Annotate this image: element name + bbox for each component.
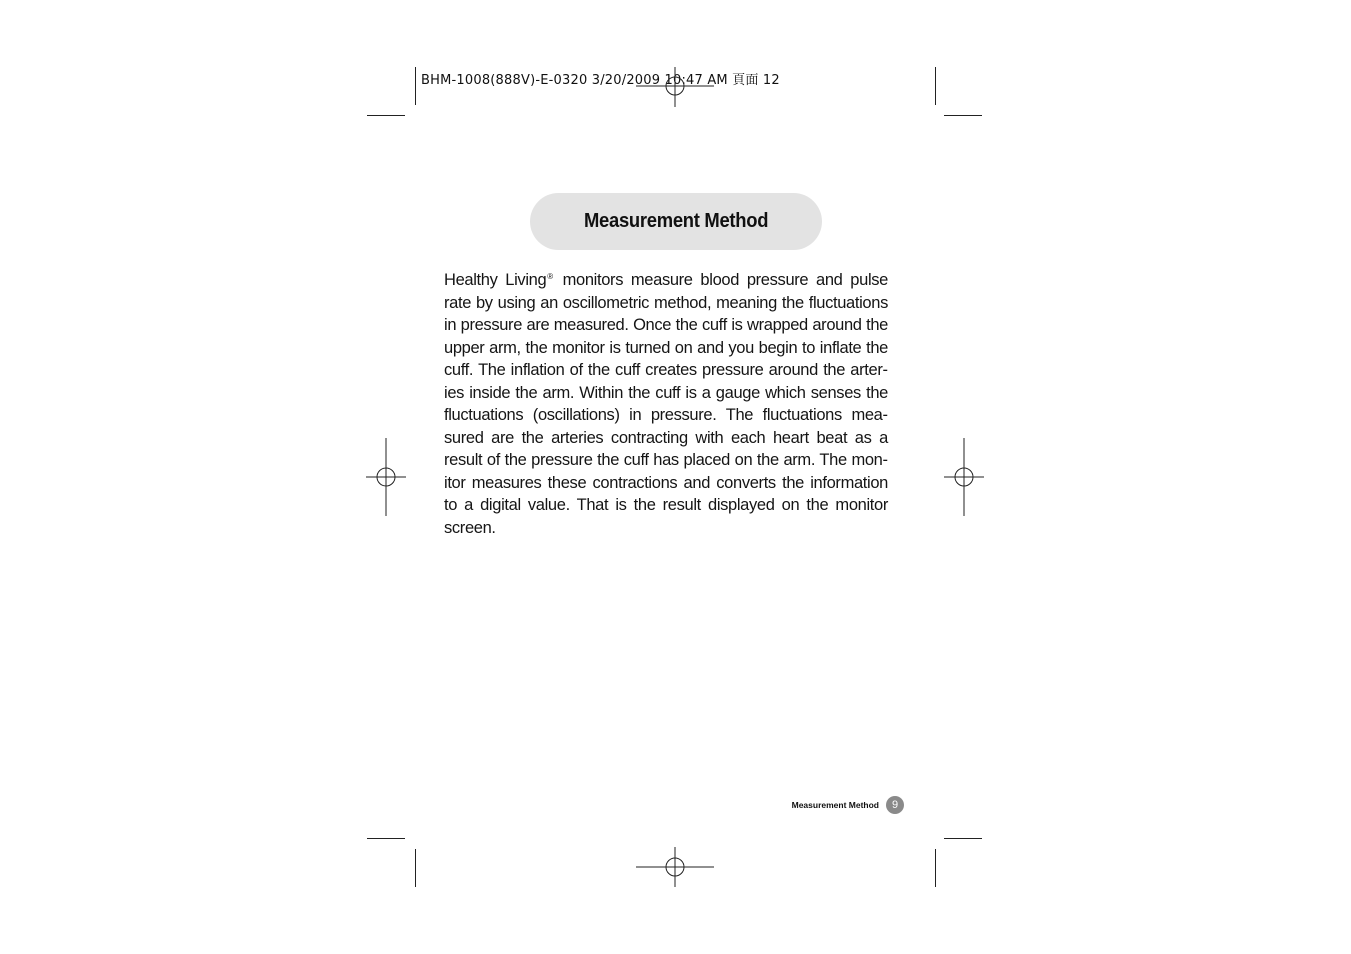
section-title-banner bbox=[530, 193, 822, 250]
crop-mark-top-right-vertical bbox=[935, 67, 936, 105]
body-paragraph bbox=[444, 266, 888, 539]
crop-mark-top-right-horizontal bbox=[944, 115, 982, 116]
footer-section-label: Measurement Method bbox=[791, 800, 879, 810]
crop-mark-bottom-right-horizontal bbox=[944, 838, 982, 839]
crop-mark-bottom-left-vertical bbox=[415, 849, 416, 887]
registration-mark-left bbox=[366, 438, 406, 516]
brand-name: Healthy Living bbox=[444, 271, 547, 289]
print-header: BHM-1008(888V)-E-0320 3/20/2009 10:47 AM 頁面 12 bbox=[421, 73, 780, 88]
paragraph-text: monitors measure blood pressure and pulse rate by using an oscillometric method, meaning the fluctuations in pressure are measured. Once the cuff is wrapped around the upper arm, the monitor is turned on and you begin to inflate the cuff. The inflation of the cuff creates pressure around the arteries inside the arm. Within the cuff is a gauge which senses the fluctuations (oscillations) in pressure. The fluctuations measured are the arteries contracting with each heart beat as a result of the pressure the cuff has placed on the arm. The monitor measures these contractions and converts the information to a digital value. That is the result displayed on the monitor screen. bbox=[444, 271, 888, 537]
crop-mark-bottom-right-vertical bbox=[935, 849, 936, 887]
page-number-badge: 9 bbox=[886, 796, 904, 814]
registration-mark-right bbox=[944, 438, 984, 516]
page-footer bbox=[700, 795, 904, 815]
registered-mark: ® bbox=[547, 272, 553, 281]
crop-mark-top-left-vertical bbox=[415, 67, 416, 105]
crop-mark-bottom-left-horizontal bbox=[367, 838, 405, 839]
section-title: Measurement Method bbox=[583, 210, 769, 232]
crop-mark-top-left-horizontal bbox=[367, 115, 405, 116]
registration-mark-bottom bbox=[636, 847, 714, 887]
